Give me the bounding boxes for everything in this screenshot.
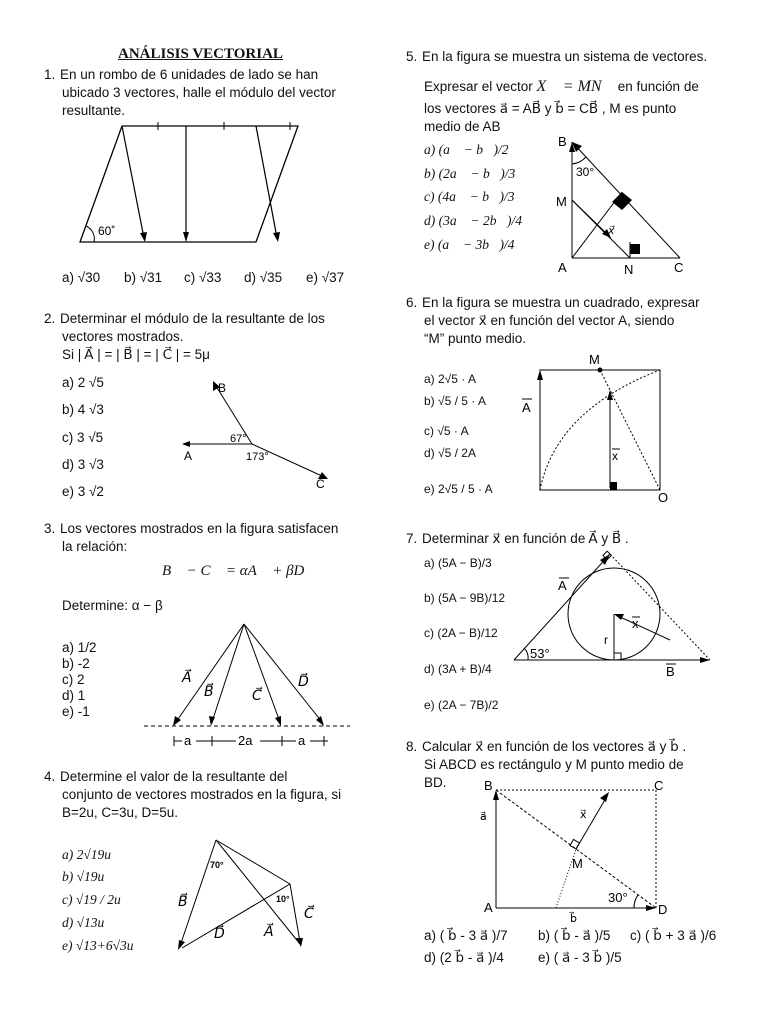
q1-number: 1. [44,67,56,82]
q8-text-line3: BD. [424,775,447,790]
q7-label-angle: 53° [530,646,550,661]
q3-ask: Determine: α − β [62,598,163,613]
q6-option-b[interactable]: b) √5 / 5 · A [424,394,486,408]
q5-label-m: M [556,194,567,209]
q5-expression: X⃗ = MN⃗ [536,78,615,95]
q7-option-b[interactable]: b) (5A − 9B)/12 [424,591,506,605]
q3-label-b: B⃗ [204,683,214,699]
q7-option-c[interactable]: c) (2A − B)/12 [424,626,498,640]
q6-text-line3: “M” punto medio. [424,331,527,346]
q4-option-a[interactable]: a) 2√19u [62,847,112,862]
q1-option-a[interactable]: a) √30 [62,270,101,285]
q3-text-line2: la relación: [62,539,128,554]
q3-number: 3. [44,521,56,536]
q2-option-b[interactable]: b) 4 √3 [62,402,104,417]
q4-option-c[interactable]: c) √19 / 2u [62,892,121,907]
q5-text-line2b: en función de [614,79,699,94]
q8-label-angle: 30° [608,890,628,905]
q5-body [424,78,754,136]
q7-label-r: r [604,633,608,647]
q3-option-d[interactable]: d) 1 [62,688,86,703]
q2-angle-67: 67° [230,433,247,445]
q3-label-a: A⃗ [182,669,192,685]
q2-option-d[interactable]: d) 3 √3 [62,457,104,472]
q5-text-line1: En la figura se muestra un sistema de vectores. [422,49,708,64]
q3-option-a[interactable]: a) 1/2 [62,640,97,655]
q5-option-d[interactable]: d) (3a⃗ − 2b⃗)/4 [424,213,522,228]
q2-option-e[interactable]: e) 3 √2 [62,484,104,499]
q2-label-a: A [184,449,193,463]
q4-option-e[interactable]: e) √13+6√3u [62,938,134,953]
q2-condition: Si | A⃗ | = | B⃗ | = | C⃗ | = 5μ [62,347,210,362]
q6-square-figure [516,350,676,506]
question-2 [44,310,374,364]
q6-text-line2: el vector x⃗ en función del vector A, siendo [424,313,675,328]
q8-rectangle-figure [474,776,674,926]
q4-number: 4. [44,769,56,784]
q5-option-b[interactable]: b) (2a⃗ − b⃗)/3 [424,166,516,181]
q8-option-c[interactable]: c) ( b⃗ + 3 a⃗ )/6 [630,928,717,943]
q1-option-d[interactable]: d) √35 [244,270,283,285]
q4-vectors-figure [172,834,352,958]
q3-option-b[interactable]: b) -2 [62,656,90,671]
q4-text-line3: B=2u, C=3u, D=5u. [62,805,178,820]
q6-label-o: O [658,490,669,505]
q5-triangle-figure [552,130,702,280]
q8-option-a[interactable]: a) ( b⃗ - 3 a⃗ )/7 [424,928,508,943]
q8-option-b[interactable]: b) ( b⃗ - a⃗ )/5 [538,928,611,943]
q5-label-n: N [624,262,634,277]
q5-number: 5. [406,49,418,64]
q8-label-d: D [658,902,668,917]
q2-angle-173: 173° [246,451,269,463]
q3-scale-a2: a [298,733,306,748]
q2-option-a[interactable]: a) 2 √5 [62,375,104,390]
q8-label-va: a⃗ [480,811,487,823]
q2-number: 2. [44,311,56,326]
q2-text-line1: Determinar el módulo de la resultante de los [60,311,325,326]
q4-label-d: D⃗ [214,925,225,941]
q1-text-line1: En un rombo de 6 unidades de lado se han [60,67,319,82]
q7-option-d[interactable]: d) (3A + B)/4 [424,662,492,676]
q1-angle-label: 60˚ [98,224,116,238]
q7-number: 7. [406,531,418,546]
q5-text-line3: los vectores a⃗ = AB⃗ y b⃗ = CB⃗ , M es punto [424,101,677,116]
q3-text-line1: Los vectores mostrados en la figura satisfacen [60,521,339,536]
q3-vectors-figure [140,618,355,750]
q6-label-a: A [522,400,531,415]
q8-text-line1: Calcular x⃗ en función de los vectores a⃗ y b⃗ . [422,739,687,754]
q8-label-m: M [572,856,583,871]
q8-option-e[interactable]: e) ( a⃗ - 3 b⃗ )/5 [538,950,622,965]
q6-number: 6. [406,295,418,310]
q5-option-e[interactable]: e) (a⃗ − 3b⃗)/4 [424,237,515,252]
question-3 [44,520,374,556]
q2-label-b: B [218,381,227,395]
question-7 [406,530,746,548]
question-5 [406,48,746,66]
q6-label-m: M [589,352,600,367]
q3-label-d: D⃗ [298,673,309,689]
q1-text-line2: ubicado 3 vectores, halle el módulo del vector [62,85,336,100]
q7-option-a[interactable]: a) (5A − B)/3 [424,556,492,570]
q6-option-a[interactable]: a) 2√5 · A [424,372,476,386]
q1-rhombus-figure [70,112,300,252]
q3-scale-a1: a [184,733,192,748]
q4-option-d[interactable]: d) √13u [62,915,105,930]
q1-option-b[interactable]: b) √31 [124,270,163,285]
q6-option-d[interactable]: d) √5 / 2A [424,446,476,460]
question-6 [406,294,746,348]
q2-text-line2: vectores mostrados. [62,329,184,344]
q4-text-line2: conjunto de vectores mostrados en la figura, si [62,787,342,802]
q5-label-c: C [674,260,684,275]
q4-angle-70: 70° [210,860,224,870]
q8-label-a: A [484,900,493,915]
q5-label-angle: 30° [576,165,595,179]
q2-vectors-figure [176,376,346,492]
q7-text-line1: Determinar x⃗ en función de A⃗ y B⃗ . [422,531,629,546]
q5-label-a: A [558,260,567,275]
q4-label-a: A⃗ [264,923,274,939]
q3-label-c: C⃗ [252,687,262,703]
q8-label-b: B [484,778,493,793]
q5-label-x: x⃗ [608,225,615,237]
q2-option-c[interactable]: c) 3 √5 [62,430,104,445]
q6-text-line1: En la figura se muestra un cuadrado, expresar [422,295,700,310]
page-title: ANÁLISIS VECTORIAL [118,46,283,62]
q8-option-d[interactable]: d) (2 b⃗ - a⃗ )/4 [424,950,504,965]
q4-text-line1: Determine el valor de la resultante del [60,769,288,784]
q1-text-line3: resultante. [62,103,126,118]
q2-label-c: C [316,477,325,491]
q8-number: 8. [406,739,418,754]
q7-label-x: x [632,616,639,631]
q1-option-e[interactable]: e) √37 [306,270,345,285]
q5-label-b: B [558,134,567,149]
q4-label-b: B⃗ [178,893,188,909]
question-4 [44,768,374,822]
q6-label-x: x [612,449,618,463]
q7-label-b: B [666,664,675,678]
q8-label-vx: x⃗ [580,809,587,821]
q6-option-c[interactable]: c) √5 · A [424,424,469,438]
q4-option-b[interactable]: b) √19u [62,869,105,884]
q8-text-line2: Si ABCD es rectángulo y M punto medio de [424,757,684,772]
q5-option-a[interactable]: a) (a⃗ − b⃗)/2 [424,142,509,157]
q1-option-c[interactable]: c) √33 [184,270,222,285]
q3-option-e[interactable]: e) -1 [62,704,90,719]
q4-angle-10: 10° [276,894,290,904]
q4-label-c: C⃗ [304,905,314,921]
q5-text-line2a: Expresar el vector [424,79,537,94]
q8-label-vb: b⃗ [570,913,577,925]
q8-label-c: C [654,778,664,793]
q6-option-e[interactable]: e) 2√5 / 5 · A [424,482,493,496]
q5-text-line4: medio de AB [424,119,501,134]
q7-label-a: A [558,578,567,593]
q3-relation: B⃗ − C⃗ = αA⃗ + βD⃗ [162,563,317,579]
q7-circle-figure [510,548,720,678]
q7-option-e[interactable]: e) (2A − 7B)/2 [424,698,499,712]
q3-option-c[interactable]: c) 2 [62,672,85,687]
q5-option-c[interactable]: c) (4a⃗ − b⃗)/3 [424,189,515,204]
q3-scale-2a: 2a [238,733,253,748]
